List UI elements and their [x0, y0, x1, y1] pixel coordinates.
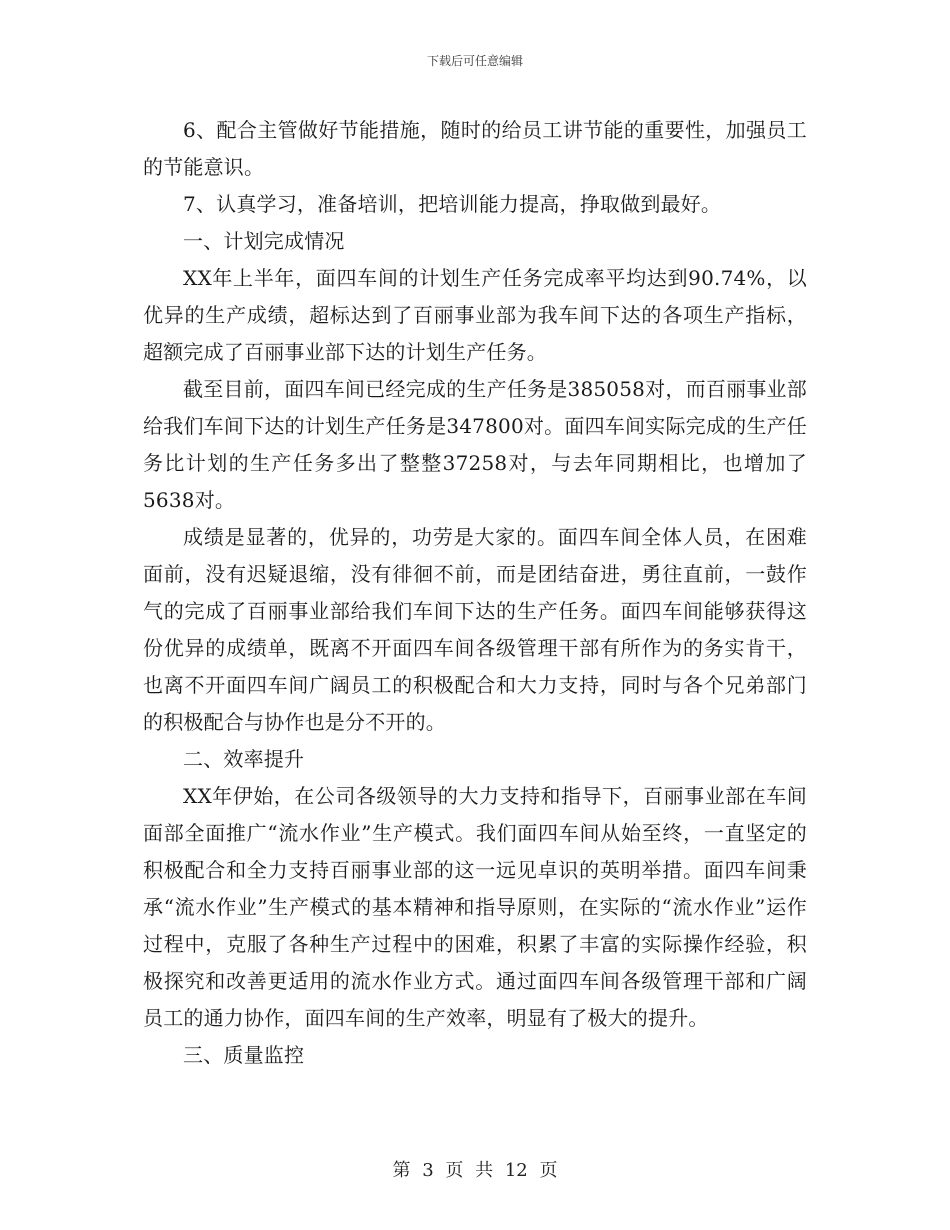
- paragraph-production-totals: 截至目前，面四车间已经完成的生产任务是385058对，而百丽事业部给我们车间下达的计划生产任务是347800对。面四车间实际完成的生产任务比计划的生产任务多出了整整37258对，与去年同期相比，也增加了5638对。: [143, 377, 807, 512]
- paragraph-item-6: 6、配合主管做好节能措施，随时的给员工讲节能的重要性，加强员工的节能意识。: [143, 118, 807, 179]
- page-footer: 第 3 页 共 12 页: [392, 1160, 558, 1181]
- section-heading-quality: 三、质量监控: [183, 1043, 305, 1067]
- paragraph-efficiency: XX年伊始，在公司各级领导的大力支持和指导下，百丽事业部在车间面部全面推广“流水作业”生产模式。我们面四车间从始至终，一直坚定的积极配合和全力支持百丽事业部的这一远见卓识的英明举措。面四车间秉承“流水作业”生产模式的基本精神和指导原则，在实际的“流水作业”运作过程中，克服了各种生产过程中的困难，积累了丰富的实际操作经验，积极探究和改善更适用的流水作业方式。通过面四车间各级管理干部和广阔员工的通力协作，面四车间的生产效率，明显有了极大的提升。: [143, 784, 807, 1030]
- paragraph-item-7: 7、认真学习，准备培训，把培训能力提高，挣取做到最好。: [183, 192, 722, 216]
- document-body: [143, 112, 807, 1074]
- paragraph-plan-completion-rate: XX年上半年，面四车间的计划生产任务完成率平均达到90.74%，以优异的生产成绩，超标达到了百丽事业部为我车间下达的各项生产指标，超额完成了百丽事业部下达的计划生产任务。: [143, 266, 807, 364]
- paragraph-achievements: 成绩是显著的，优异的，功劳是大家的。面四车间全体人员，在困难面前，没有迟疑退缩，没有徘徊不前，而是团结奋进，勇往直前，一鼓作气的完成了百丽事业部给我们车间下达的生产任务。面四车间能够获得这份优异的成绩单，既离不开面四车间各级管理干部有所作为的务实肯干，也离不开面四车间广阔员工的积极配合和大力支持，同时与各个兄弟部门的积极配合与协作也是分不开的。: [143, 525, 807, 734]
- section-heading-plan-completion: 一、计划完成情况: [183, 229, 345, 253]
- section-heading-efficiency: 二、效率提升: [183, 747, 305, 771]
- page-header: 下载后可任意编辑: [426, 54, 523, 68]
